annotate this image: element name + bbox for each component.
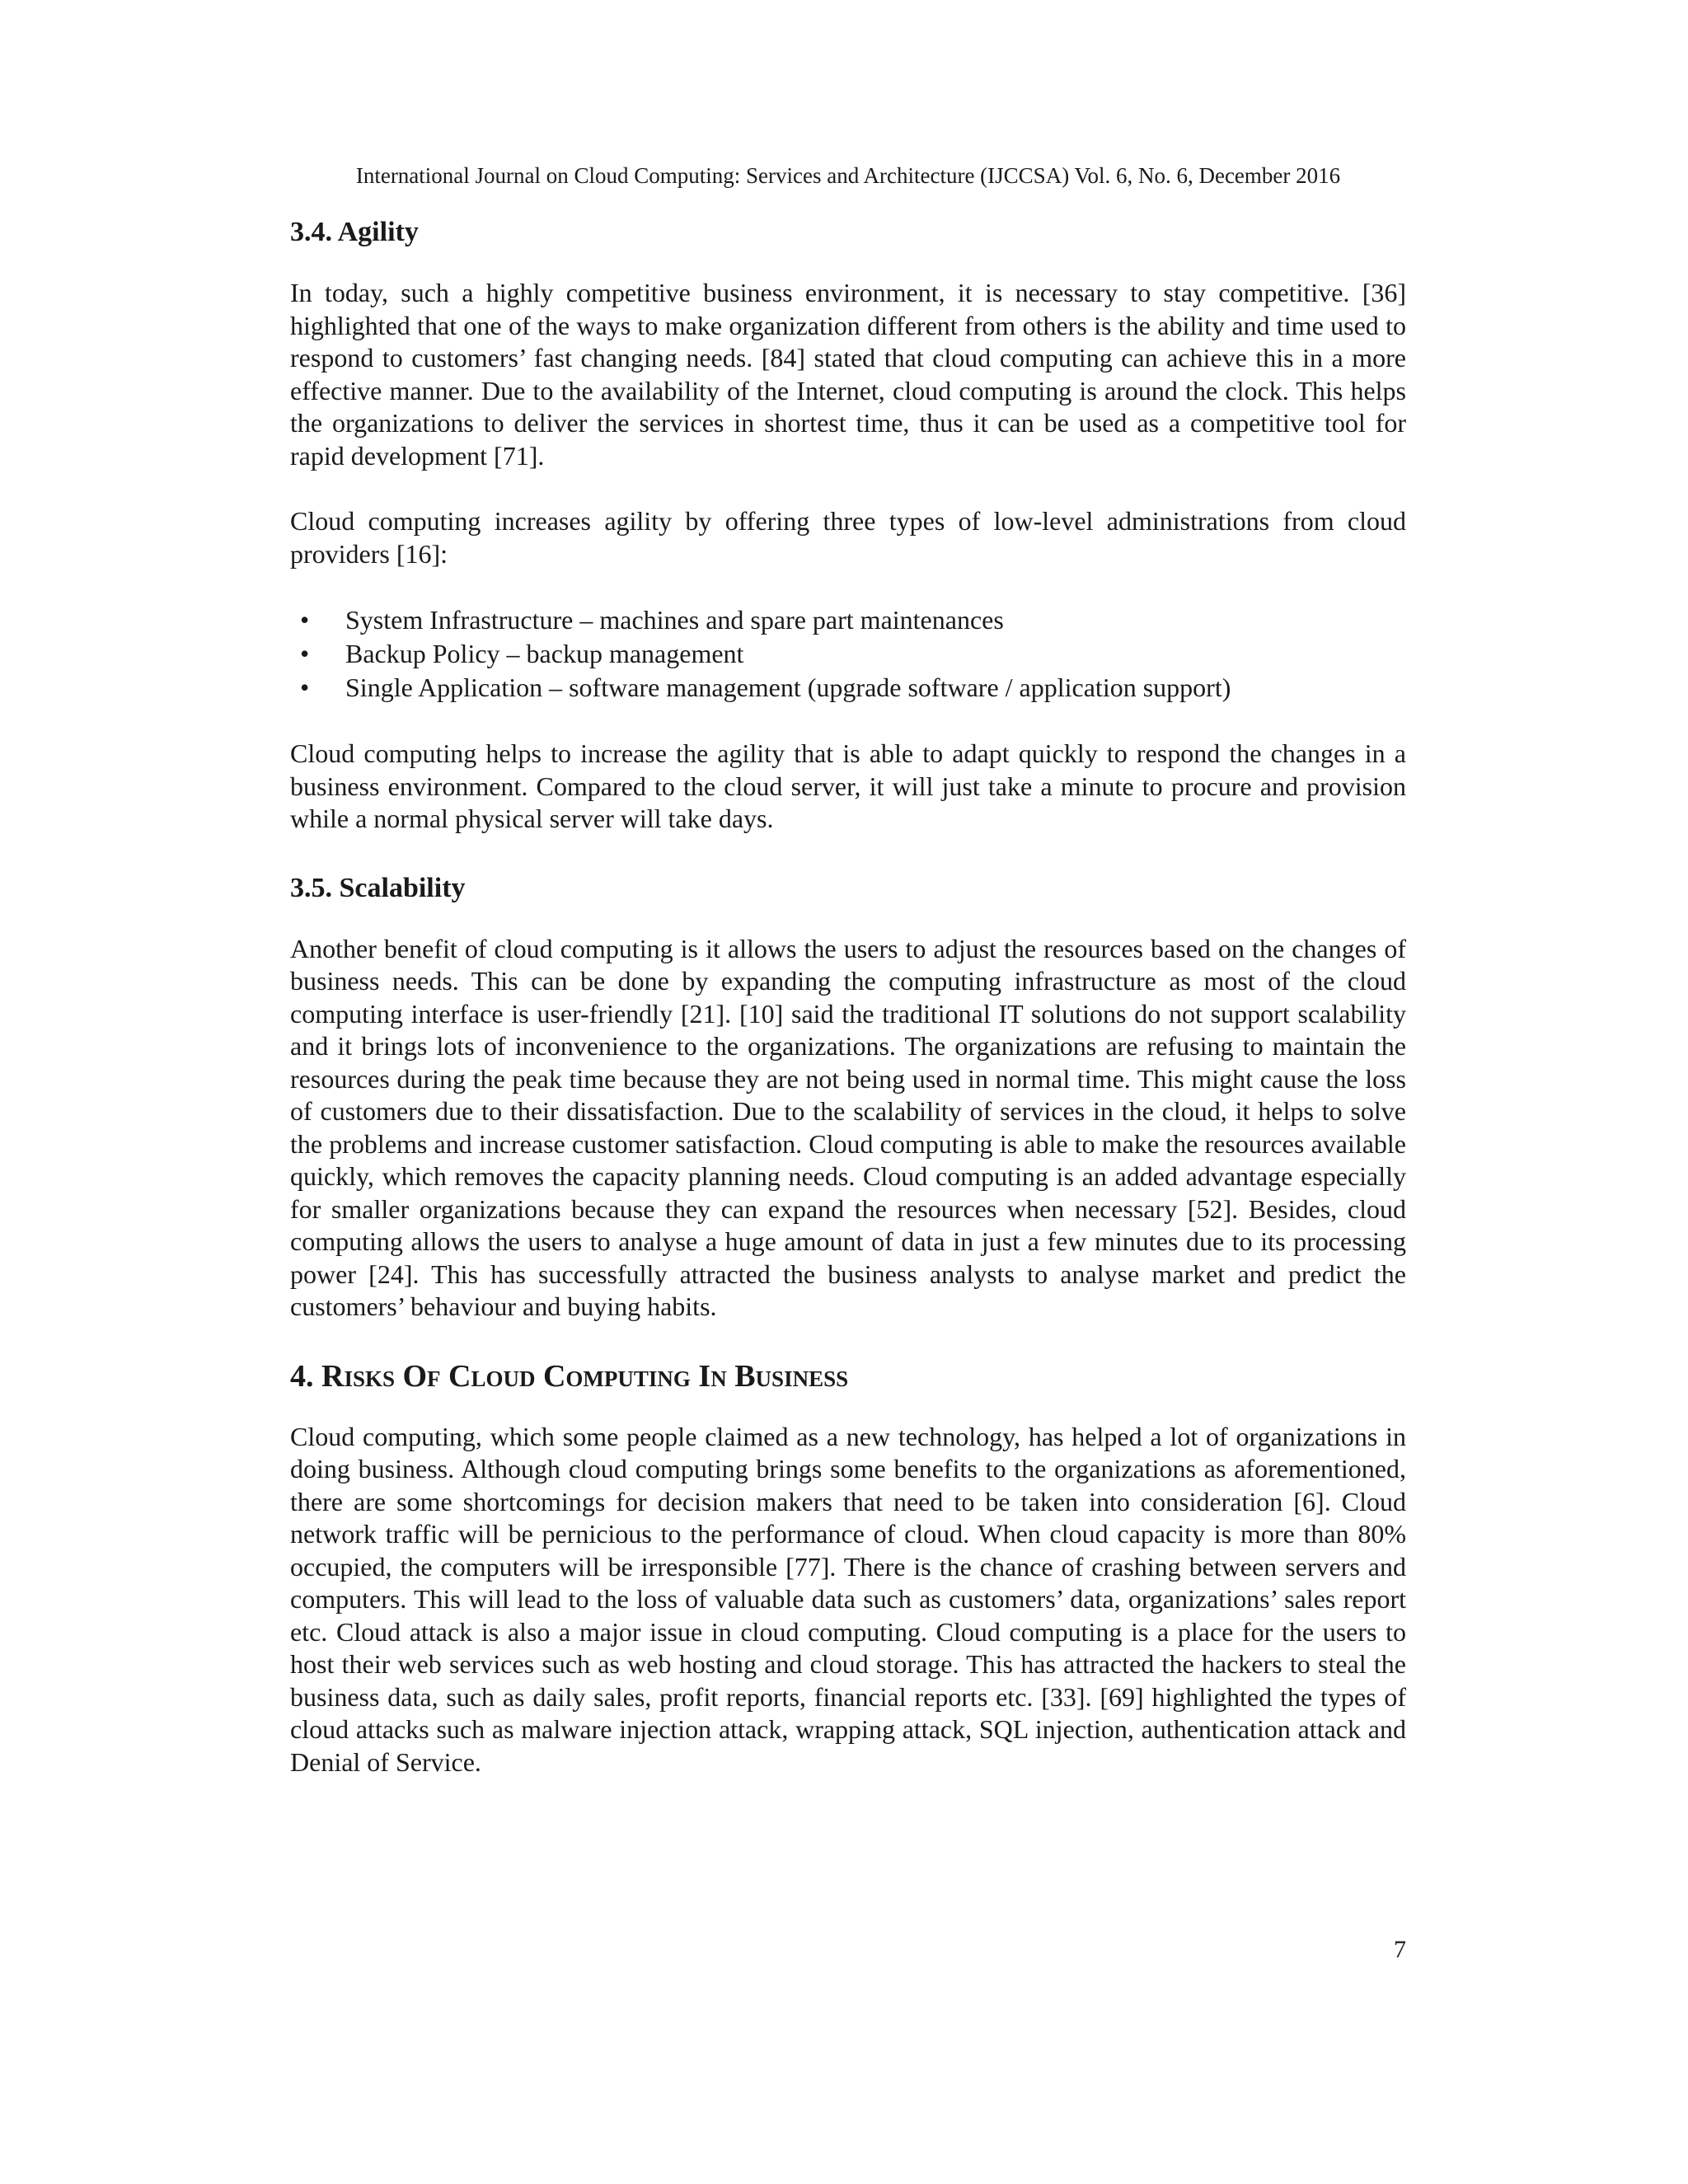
paragraph: Cloud computing, which some people claimed as a new technology, has helped a lot of organizations in doing business. Although cloud computing brings some benefits to the organizations as aforementioned, there are some shortcomings for decision makers that need to be taken into consideration [6]. Cloud network traffic will be pernicious to the performance of cloud. When cloud capacity is more than 80% occupied, the computers will be irresponsible [77]. There is the chance of crashing between servers and computers. This will lead to the loss of valuable data such as customers’ data, organizations’ sales report etc. Cloud attack is also a major issue in cloud computing. Cloud computing is a place for the users to host their web services such as web hosting and cloud storage. This has attracted the hackers to steal the business data, such as daily sales, profit reports, financial reports etc. [33]. [69] highlighted the types of cloud attacks such as malware injection attack, wrapping attack, SQL injection, authentication attack and Denial of Service.	[290, 1421, 1406, 1777]
bullet-item	[290, 603, 1406, 637]
section-title: Risks Of Cloud Computing In Business	[321, 1358, 849, 1394]
section-heading-agility: 3.4. Agility	[290, 217, 419, 247]
running-header: International Journal on Cloud Computing: Services and Architecture (IJCCSA) Vol. 6, No. 6, December 2016	[355, 163, 1341, 188]
page-content	[290, 213, 1406, 1811]
paragraph: Another benefit of cloud computing is it allows the users to adjust the resources based on the changes of business needs. This can be done by expanding the computing infrastructure as most of the cloud computing interface is user-friendly [21]. [10] said the traditional IT solutions do not support scalability and it brings lots of inconvenience to the organizations. The organizations are refusing to maintain the resources during the peak time because they are not being used in normal time. This might cause the loss of customers due to their dissatisfaction. Due to the scalability of services in the cloud, it helps to solve the problems and increase customer satisfaction. Cloud computing is able to make the resources available quickly, which removes the capacity planning needs. Cloud computing is an added advantage especially for smaller organizations because they can expand the resources when necessary [52]. Besides, cloud computing allows the users to analyse a huge amount of data in just a few minutes due to its processing power [24]. This has successfully attracted the business analysts to analyse market and predict the customers’ behaviour and buying habits.	[290, 933, 1406, 1321]
section-agility	[290, 213, 1406, 836]
section-number: 4.	[290, 1358, 314, 1394]
section-risks	[290, 1357, 1406, 1779]
bullet-dot: •	[300, 639, 310, 668]
page-number: 7	[1394, 1936, 1406, 1963]
bullet-text: Backup Policy – backup management	[345, 639, 744, 668]
paragraph: Cloud computing increases agility by offering three types of low-level administrations from cloud providers [16]:	[290, 506, 1406, 569]
section-scalability	[290, 869, 1406, 1324]
section-heading-risks	[290, 1357, 1406, 1396]
bullet-dot: •	[300, 605, 310, 635]
bullet-item	[290, 671, 1406, 705]
bullet-text: Single Application – software management (upgrade software / application support)	[345, 673, 1231, 702]
bullet-list	[290, 603, 1406, 705]
paragraph: In today, such a highly competitive business environment, it is necessary to stay competitive. [36] highlighted that one of the ways to make organization different from others is the ability and time used to respond to customers’ fast changing needs. [84] stated that cloud computing can achieve this in a more effective manner. Due to the availability of the Internet, cloud computing is around the clock. This helps the organizations to deliver the services in shortest time, thus it can be used as a competitive tool for rapid development [71].	[290, 278, 1406, 471]
bullet-item	[290, 637, 1406, 671]
paragraph: Cloud computing helps to increase the agility that is able to adapt quickly to respond the changes in a business environment. Compared to the cloud server, it will just take a minute to procure and provision while a normal physical server will take days.	[290, 738, 1406, 833]
bullet-dot: •	[300, 673, 310, 702]
section-heading-scalability: 3.5. Scalability	[290, 872, 466, 903]
bullet-text: System Infrastructure – machines and spare part maintenances	[345, 605, 1004, 635]
